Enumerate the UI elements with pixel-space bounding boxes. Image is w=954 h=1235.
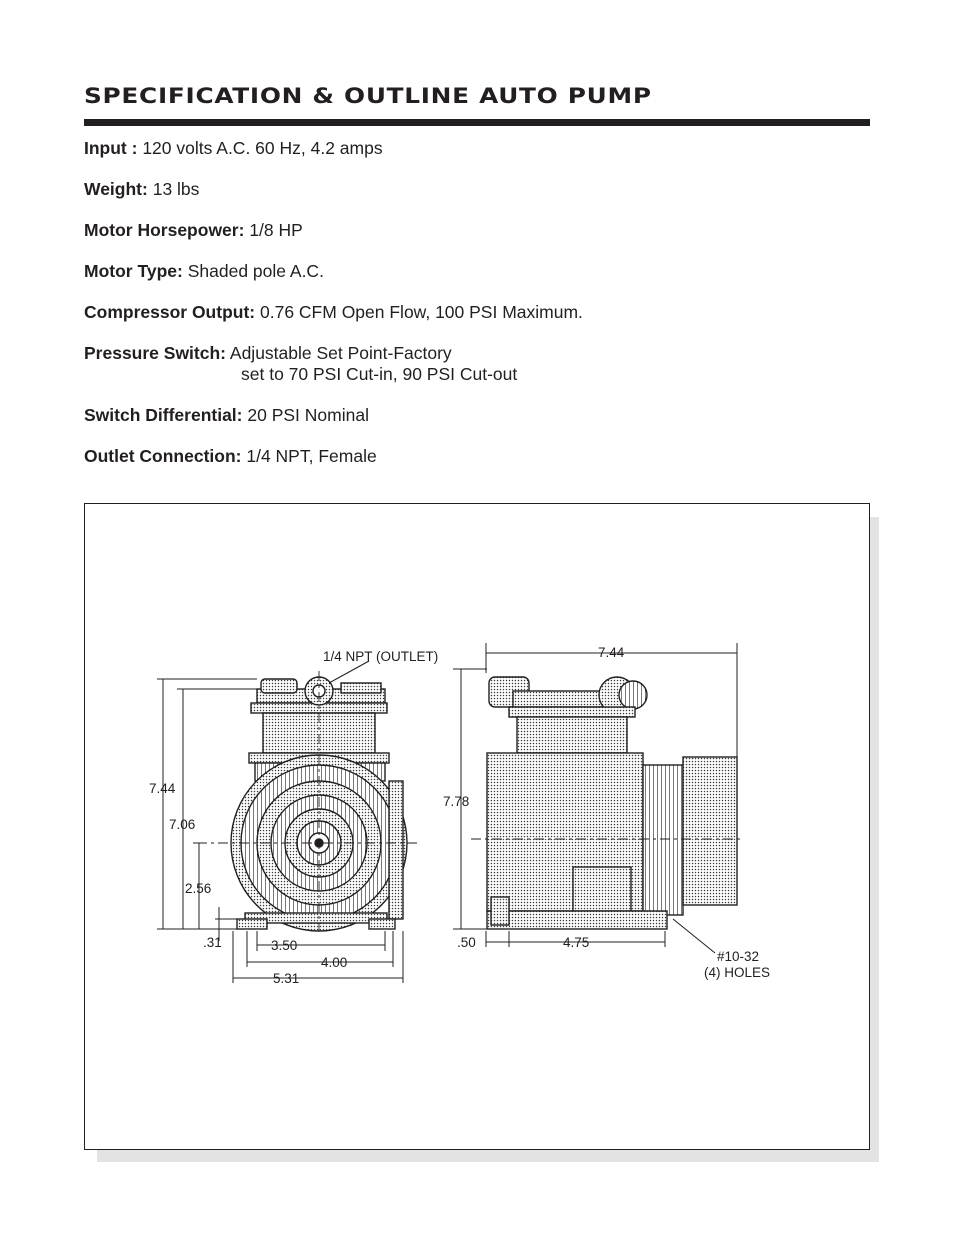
side-hole-spacing: 4.75 (563, 935, 590, 950)
front-base-thickness: .31 (203, 935, 222, 950)
title-rule (84, 119, 870, 126)
front-view (197, 671, 421, 931)
front-width-a: 3.50 (271, 938, 298, 953)
spec-switch-differential (84, 405, 369, 426)
spec-label: Weight: (84, 179, 148, 199)
side-height: 7.78 (443, 794, 470, 809)
spec-input (84, 138, 383, 159)
spec-label: Motor Type: (84, 261, 183, 281)
side-hole-count: (4) HOLES (704, 965, 771, 980)
spec-compressor-output (84, 302, 583, 323)
front-shaft-height: 2.56 (185, 881, 212, 896)
spec-label: Input : (84, 138, 138, 158)
spec-label: Motor Horsepower: (84, 220, 245, 240)
spec-weight (84, 179, 199, 200)
spec-label: Compressor Output: (84, 302, 256, 322)
spec-value: Shaded pole A.C. (187, 261, 324, 281)
side-base-offset: .50 (457, 935, 476, 950)
spec-value: 13 lbs (152, 179, 200, 199)
spec-label: Outlet Connection: (84, 446, 242, 466)
outline-drawing (85, 504, 869, 1149)
spec-outlet-connection (84, 446, 377, 467)
spec-pressure-switch (84, 343, 517, 385)
spec-motor-type (84, 261, 324, 282)
front-width-b: 4.00 (321, 955, 348, 970)
spec-value: 0.76 CFM Open Flow, 100 PSI Maximum. (260, 302, 583, 322)
outlet-label: 1/4 NPT (OUTLET) (323, 649, 439, 664)
side-hole-label: #10-32 (717, 949, 760, 964)
outline-drawing-frame (84, 503, 870, 1150)
front-height-overall: 7.44 (149, 781, 176, 796)
spec-value: Adjustable Set Point-Factory (229, 343, 452, 363)
spec-value: 20 PSI Nominal (247, 405, 369, 425)
front-height-inner: 7.06 (169, 817, 196, 832)
spec-value: 1/8 HP (249, 220, 303, 240)
spec-label: Switch Differential: (84, 405, 243, 425)
spec-value-continuation: set to 70 PSI Cut-in, 90 PSI Cut-out (241, 364, 518, 384)
spec-label: Pressure Switch: (84, 343, 226, 363)
page-title: SPECIFICATION & OUTLINE AUTO PUMP (84, 84, 652, 108)
side-view (471, 677, 741, 929)
side-width-top: 7.44 (598, 645, 625, 660)
spec-value: 120 volts A.C. 60 Hz, 4.2 amps (142, 138, 383, 158)
spec-value: 1/4 NPT, Female (246, 446, 377, 466)
front-width-c: 5.31 (273, 971, 300, 986)
spec-motor-horsepower (84, 220, 303, 241)
